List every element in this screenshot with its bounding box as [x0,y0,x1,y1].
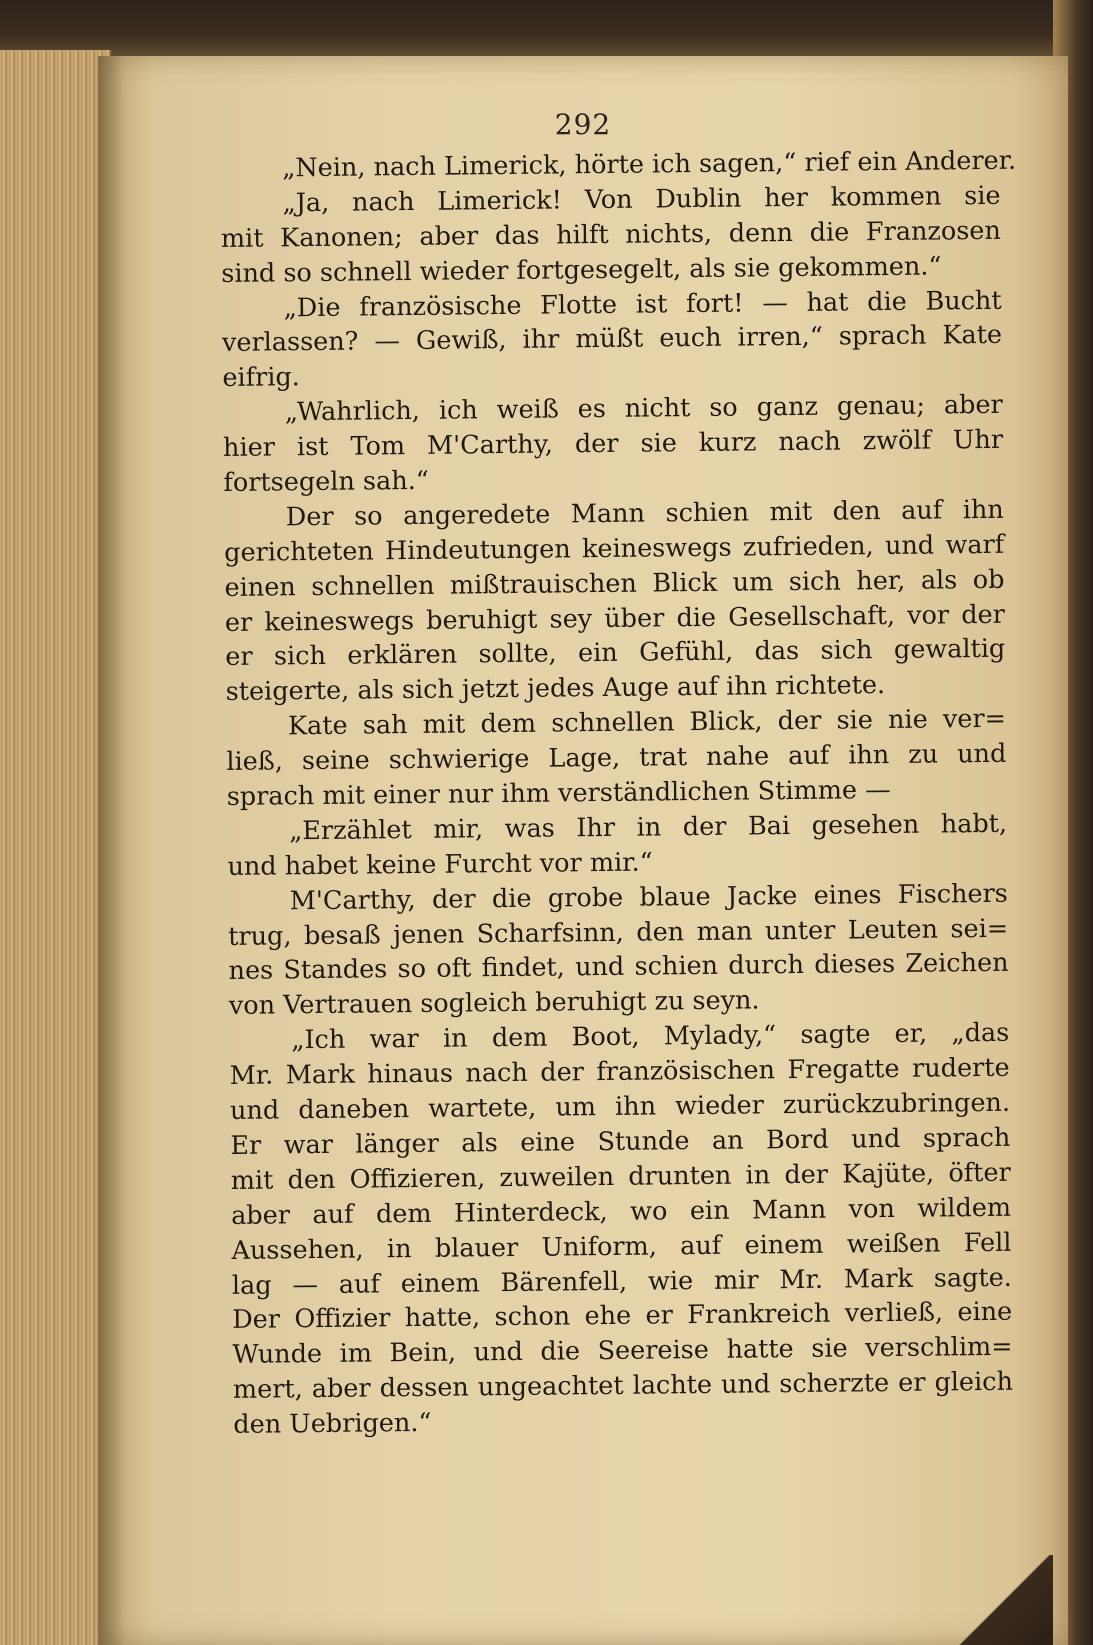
text-line: sprach mit einer nur ihm verständlichen Stimme — [226,775,891,812]
text-line: Wunde im Bein, und die Seereise hatte sie verschlim= [232,1332,1013,1371]
book-page [98,56,1068,1645]
text-line: den Uebrigen.“ [233,1407,432,1440]
text-line: steigerte, als sich jetzt jedes Auge auf ihn richtete. [225,670,886,708]
text-line: nes Standes so oft findet, und schien durch dieses Zeichen [228,948,1009,987]
text-line: mit Kanonen; aber das hilft nichts, denn die Franzosen [220,215,1002,254]
text-line: „Erzählet mir, was Ihr in der Bai gesehen habt, [288,808,1008,847]
text-line: Mr. Mark hinaus nach der französischen Fregatte ruderte [229,1052,1010,1092]
text-line: trug, besaß jenen Scharfsinn, den man unter Leuten sei= [228,913,1009,952]
text-line: eifrig. [222,362,300,394]
text-line: Kate sah mit dem schnellen Blick, der sie nie ver= [287,704,1007,742]
text-line: verlassen? — Gewiß, ihr müßt euch irren,“ sprach Kate [221,320,1003,359]
text-line: einen schnellen mißtrauischen Blick um sich her, als ob [224,564,1005,603]
text-line: Der so angeredete Mann schien mit den auf ihn [285,494,1004,533]
book-top-edge [0,0,1093,62]
text-line: Aussehen, in blauer Uniform, auf einem weißen Fell [231,1227,1012,1266]
text-line: lag — auf einem Bärenfell, wie mir Mr. Mark sagte. [231,1262,1012,1301]
text-line: aber auf dem Hinterdeck, wo ein Mann von wildem [230,1192,1012,1231]
text-line: hier ist Tom M'Carthy, der sie kurz nach zwölf Uhr [222,424,1004,464]
text-line: „Ja, nach Limerick! Von Dublin her kommen sie [282,180,1001,219]
binding-shadow [98,56,124,1645]
text-line: „Wahrlich, ich weiß es nicht so ganz genau; aber [284,390,1003,428]
body-text [220,144,1017,1443]
text-line: „Nein, nach Limerick, hörte ich sagen,“ rief ein Anderer. [282,145,1017,184]
text-line: mit den Offizieren, zuweilen drunten in der Kajüte, öfter [230,1157,1011,1196]
text-line: gerichteten Hindeutungen keineswegs zufrieden, und warf [224,529,1005,568]
text-line: sind so schnell wieder fortgesegelt, als sie gekommen.“ [221,251,942,289]
text-line: fortsegeln sah.“ [223,465,429,498]
text-line: und habet keine Furcht vor mir.“ [227,847,653,882]
text-line: M'Carthy, der die grobe blaue Jacke eines Fischers [289,878,1008,917]
text-line: und daneben wartete, um ihn wieder zurückzubringen. [229,1087,1011,1126]
text-line: Er war länger als eine Stunde an Bord und sprach [230,1122,1011,1161]
text-line: ließ, seine schwierige Lage, trat nahe auf ihn zu und [226,738,1007,778]
text-line: er keineswegs beruhigt sey über die Gesellschaft, vor der [224,599,1006,638]
text-line: „Ich war in dem Boot, Mylady,“ sagte er, „das [291,1018,1010,1056]
text-line: er sich erklären sollte, ein Gefühl, das sich gewaltig [225,634,1006,673]
text-line: von Vertrauen sogleich beruhigt zu seyn. [228,985,760,1022]
text-line: Der Offizier hatte, schon ehe er Frankreich verließ, eine [232,1297,1013,1336]
page-stack-edges [0,50,112,1645]
text-line: mert, aber dessen ungeachtet lachte und scherzte er gleich [232,1366,1014,1406]
page-number: 292 [554,108,612,141]
text-line: „Die französische Flotte ist fort! — hat die Bucht [283,285,1002,323]
page-corner [933,1555,1053,1645]
